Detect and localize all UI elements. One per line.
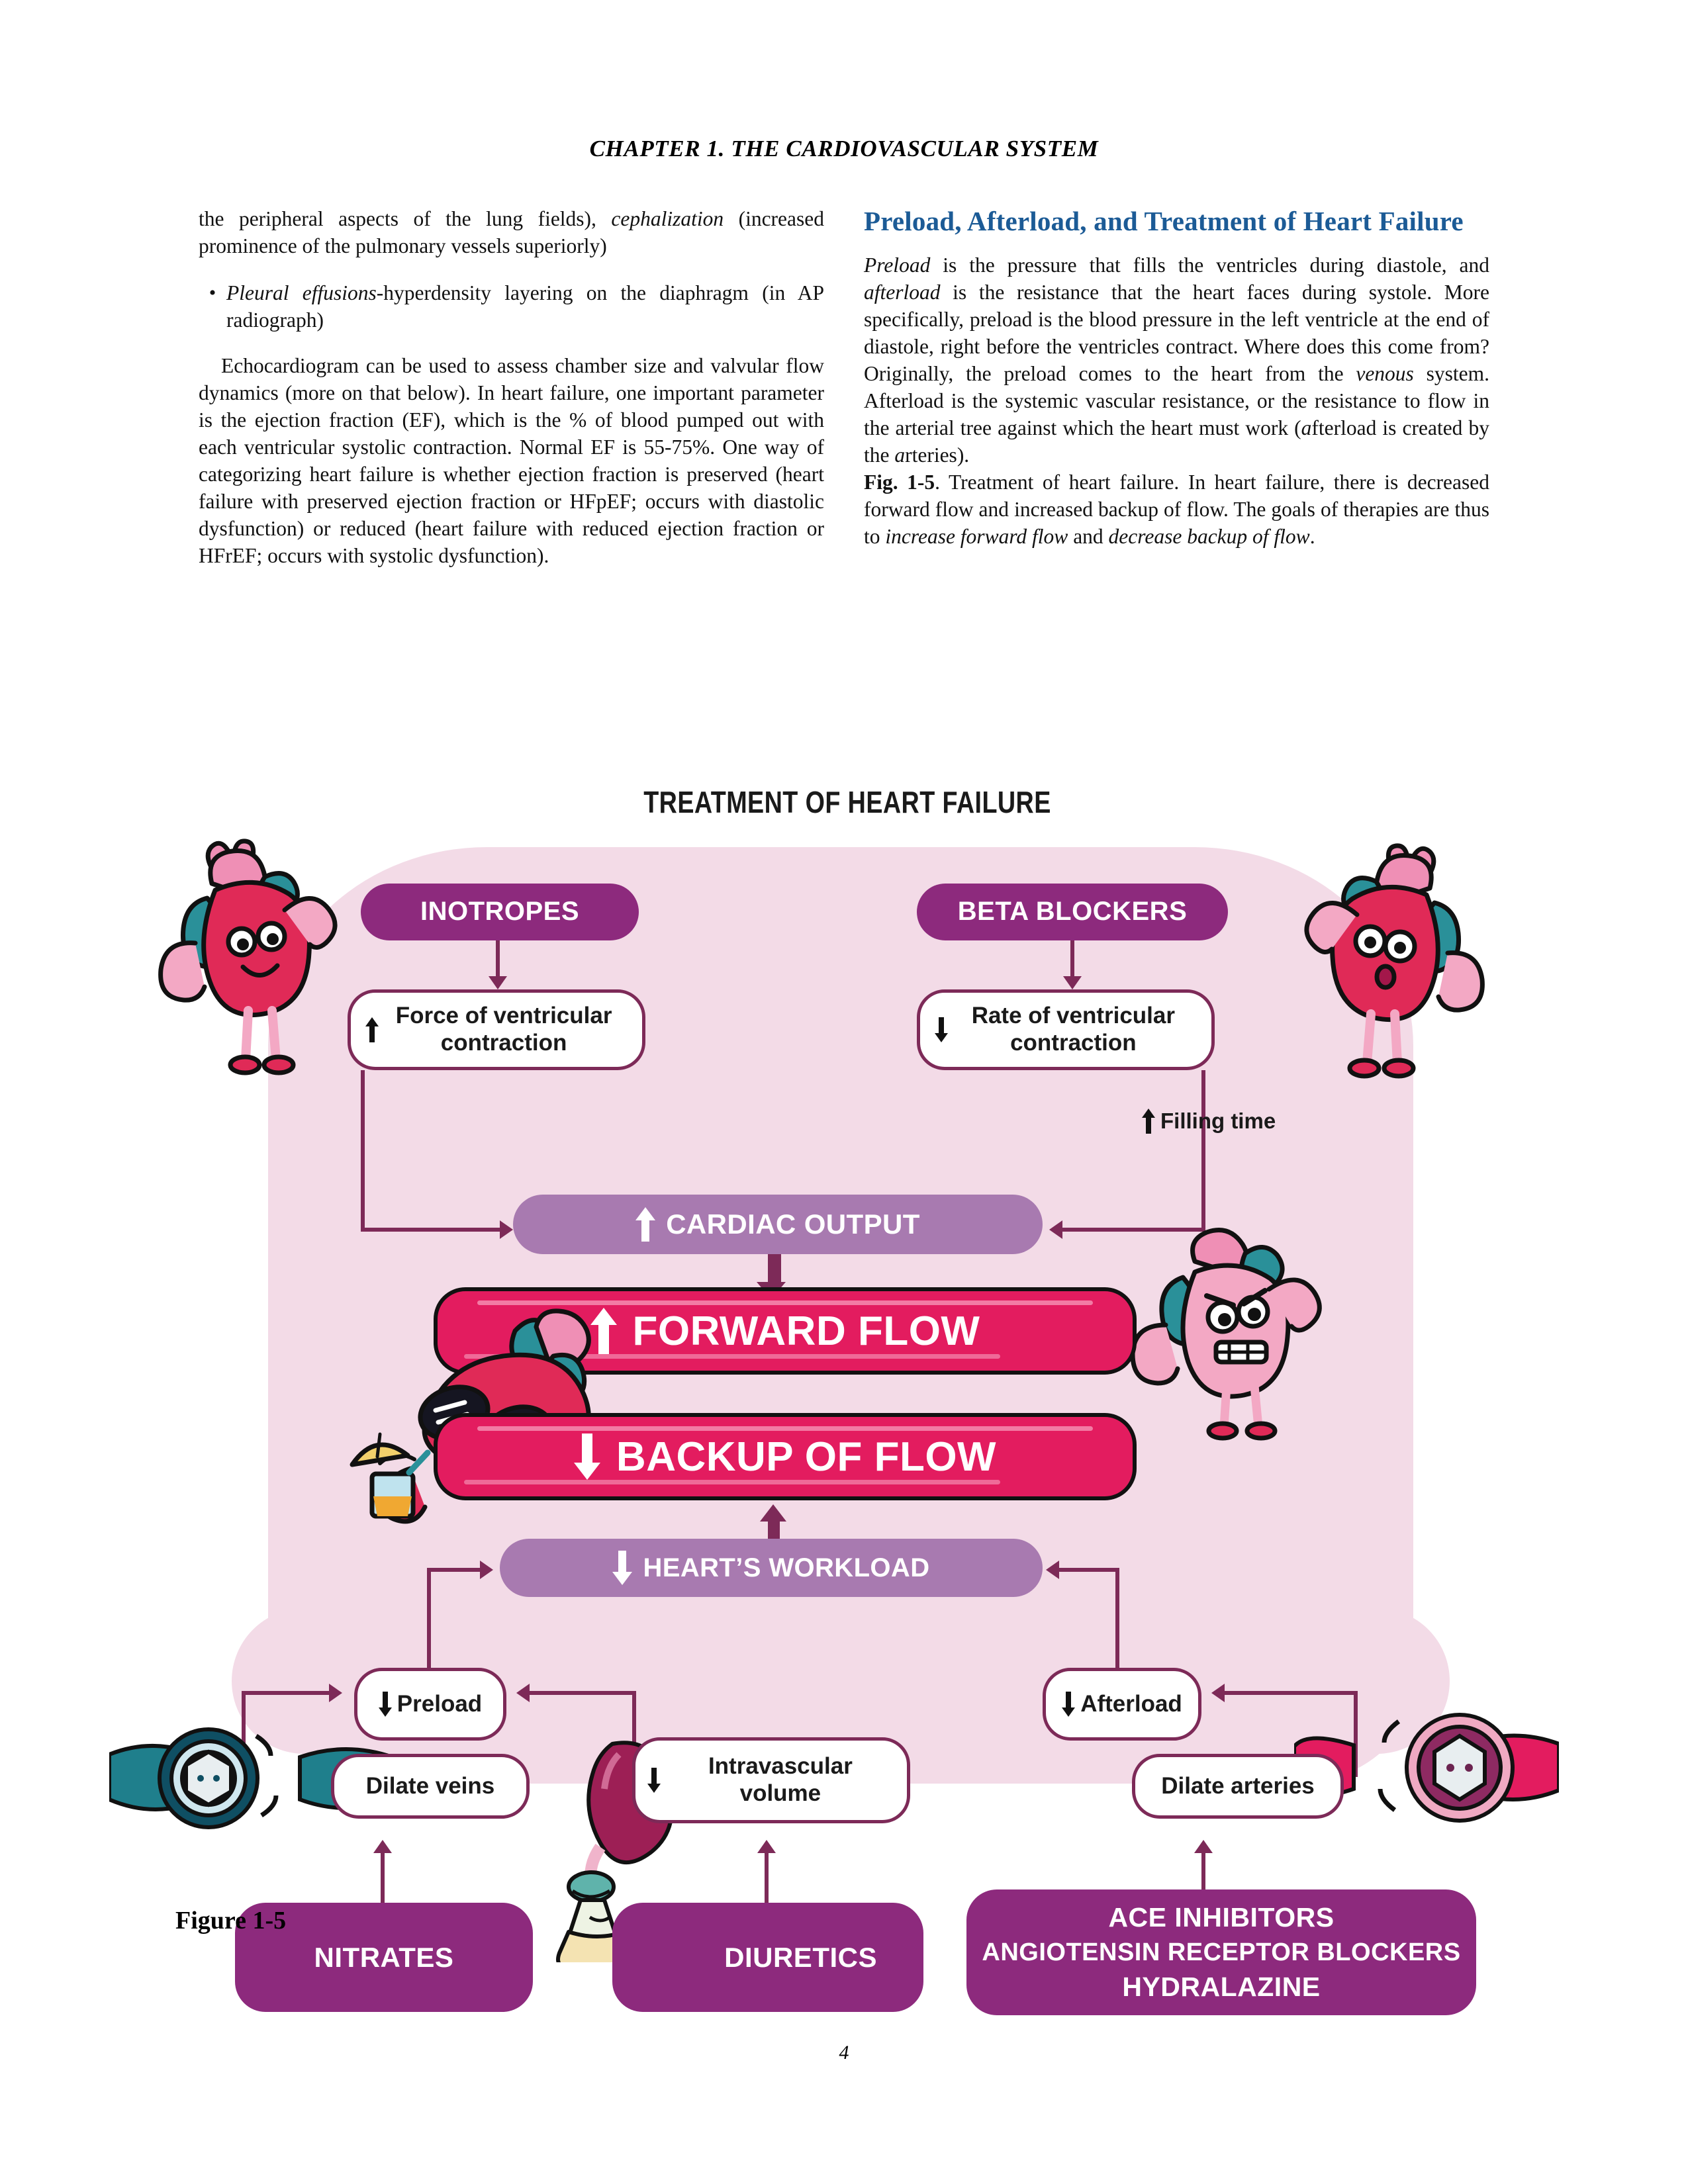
arrowhead-diuretics-to-volume — [757, 1840, 776, 1853]
connector-dilatearteries-left — [1225, 1691, 1357, 1695]
connector-inotropes-to-force — [496, 940, 500, 981]
flexing-heart-character-top-left — [149, 837, 374, 1089]
node-rate-of-ventricular-contraction[interactable] — [917, 989, 1215, 1070]
node-hearts-workload[interactable] — [500, 1539, 1043, 1597]
connector-force-right — [361, 1228, 506, 1232]
node-backup-of-flow[interactable] — [434, 1413, 1137, 1500]
bullet-italic-term: Pleural effusions — [226, 281, 377, 304]
up-arrow-icon-filling-time — [1142, 1109, 1155, 1134]
node-cardiac-output[interactable] — [513, 1195, 1043, 1254]
caption-italic-1: increase forward flow — [885, 525, 1068, 548]
node-diuretics[interactable]: DIURETICS — [612, 1903, 923, 2012]
figure-number-label: Figure 1-5 — [175, 1907, 287, 1934]
node-inotropes[interactable]: INOTROPES — [361, 884, 639, 940]
node-force-label: Force of ventricular contraction — [395, 1003, 612, 1056]
connector-nitrates-up — [381, 1853, 385, 1905]
right-column — [864, 205, 1489, 550]
connector-force-down — [361, 1070, 365, 1232]
arteries-a2: a — [894, 443, 906, 467]
page-number: 4 — [839, 2042, 849, 2064]
node-rate-label: Rate of ventricular contraction — [971, 1003, 1175, 1056]
left-para-2: Echocardiogram can be used to assess chamber size and valvular flow dynamics (more on that below). In heart failure, one important parameter is the ejection fraction (EF), which is the % of blood pumped out with each ventricular systolic contraction. Normal EF is 55-75%. One way of categorizing heart failure is whether ejection fraction is preserved (heart failure with preserved ejection fraction or HFpEF; occurs with diastolic dysfunction) or reduced (heart failure with reduced ejection fraction or HFrEF; occurs with systolic dysfunction). — [199, 354, 824, 567]
arrowhead-beta-to-rate — [1063, 976, 1082, 989]
node-intravascular-volume-label: Intravascular volume — [708, 1753, 853, 1806]
running-head: CHAPTER 1. THE CARDIOVASCULAR SYSTEM — [589, 136, 1099, 161]
diagram-title: TREATMENT OF HEART FAILURE — [643, 785, 1051, 819]
right-para-1-c: system. Afterload is the systemic vascular resistance, or the resistance to flow in the arterial tree against which the heart must work ( — [864, 362, 1489, 439]
arrowhead-dilatearteries-to-afterload — [1211, 1684, 1225, 1702]
caption-figure-number: Fig. 1-5 — [864, 471, 935, 494]
connector-preload-right — [427, 1568, 487, 1572]
arrowhead-nitrates-to-dilateveins — [373, 1840, 392, 1853]
left-column — [199, 205, 824, 569]
figure-caption — [864, 469, 1489, 550]
caption-text-1: . Treatment of heart failure. In heart failure, there is decreased forward flow and increased backup of flow. The goals of therapies are thus to — [864, 471, 1490, 548]
section-heading: Preload, Afterload, and Treatment of Heart Failure — [864, 206, 1464, 236]
node-filling-time-label: Filling time — [1160, 1109, 1276, 1133]
arrowhead-afterload-to-workload — [1046, 1561, 1059, 1579]
left-para-1-italic: cephalization — [611, 207, 724, 230]
node-cardiac-output-label: CARDIAC OUTPUT — [666, 1208, 920, 1240]
bullet-text — [226, 279, 824, 334]
down-arrow-icon-preload — [379, 1692, 392, 1717]
banner-sheen-top-forward — [477, 1300, 1093, 1305]
connector-afterload-left — [1059, 1568, 1119, 1572]
bullet-marker: • — [209, 282, 216, 304]
right-para-1-b: is the resistance that the heart faces during systole. More specifically, preload is the blood pressure in the left ventricle at the end of diastole, right before the ventricles contract. Where does this come from? Originally, the preload comes to the heart from the — [864, 281, 1489, 385]
connector-beta-to-rate — [1070, 940, 1074, 981]
afterload-term: afterload — [864, 281, 941, 304]
node-preload-label: Preload — [397, 1690, 483, 1717]
caption-italic-2: decrease backup of flow — [1108, 525, 1310, 548]
node-dilate-veins[interactable]: Dilate veins — [331, 1754, 530, 1819]
right-para-1 — [864, 251, 1489, 469]
down-arrow-icon-rate — [935, 1017, 945, 1042]
node-afterload[interactable] — [1043, 1668, 1201, 1741]
arrowhead-inotropes-to-force — [489, 976, 507, 989]
connector-dilateveins-right — [242, 1691, 334, 1695]
node-intravascular-volume[interactable] — [632, 1737, 910, 1823]
left-para-1 — [199, 205, 824, 259]
node-backup-flow-label: BACKUP OF FLOW — [616, 1433, 997, 1480]
arrowhead-rate-to-cardiac-output — [1049, 1220, 1062, 1239]
node-ace-line-2: ANGIOTENSIN RECEPTOR BLOCKERS — [982, 1938, 1461, 1966]
down-arrow-icon-backup-flow — [574, 1433, 600, 1480]
arrowhead-preload-to-workload — [480, 1561, 493, 1579]
down-arrow-icon-intravascular-volume — [647, 1768, 661, 1793]
caption-text-2: and — [1068, 525, 1109, 548]
down-arrow-icon-afterload — [1062, 1692, 1075, 1717]
node-nitrates[interactable]: NITRATES — [235, 1903, 533, 2012]
node-beta-blockers[interactable]: BETA BLOCKERS — [917, 884, 1228, 940]
connector-volume-left — [530, 1691, 635, 1695]
arrowhead-volume-to-preload — [516, 1684, 530, 1702]
arrowhead-dilateveins-to-preload — [329, 1684, 342, 1702]
arrowhead-force-to-cardiac-output — [500, 1220, 513, 1239]
down-arrow-icon-hearts-workload — [612, 1551, 632, 1585]
node-filling-time — [1142, 1109, 1276, 1134]
surprised-heart-character-top-right — [1294, 841, 1519, 1092]
pleural-effusions-bullet — [199, 279, 824, 334]
preload-term: Preload — [864, 253, 931, 277]
left-para-1-a: the peripheral aspects of the lung fields), — [199, 207, 612, 230]
venous-term: venous — [1356, 362, 1414, 385]
left-para-1-b: (increased prominence of the pulmonary vessels superiorly) — [199, 207, 824, 257]
arrowhead-workload-to-backup — [760, 1504, 786, 1522]
node-force-of-ventricular-contraction[interactable] — [348, 989, 645, 1070]
arrowhead-ace-to-dilatearteries — [1194, 1840, 1213, 1853]
node-afterload-label: Afterload — [1080, 1690, 1182, 1717]
node-ace-inhibitors-group[interactable] — [966, 1889, 1476, 2015]
muscular-heart-character-forward-flow — [1122, 1224, 1340, 1449]
node-forward-flow-label: FORWARD FLOW — [632, 1308, 980, 1354]
up-arrow-icon-force — [365, 1017, 375, 1042]
afterload-a1: a — [1301, 416, 1312, 439]
connector-rate-down — [1201, 1070, 1205, 1232]
node-hearts-workload-label: HEART’S WORKLOAD — [643, 1553, 930, 1582]
node-ace-line-3: HYDRALAZINE — [1122, 1972, 1321, 2003]
banner-sheen-top-backup — [477, 1426, 1093, 1431]
banner-sheen-bottom-backup — [464, 1480, 1000, 1484]
node-dilate-arteries[interactable]: Dilate arteries — [1132, 1754, 1344, 1819]
caption-text-3: . — [1309, 525, 1315, 548]
right-para-1-e: rteries). — [905, 443, 970, 467]
right-para-1-d: fterload is created by the — [864, 416, 1489, 467]
up-arrow-icon-cardiac-output — [635, 1207, 655, 1242]
node-ace-line-1: ACE INHIBITORS — [1108, 1902, 1335, 1933]
right-para-1-a: is the pressure that fills the ventricles during diastole, and — [930, 253, 1489, 277]
bullet-rest: -hyperdensity layering on the diaphragm (in AP radiograph) — [226, 281, 824, 332]
connector-diuretics-up — [765, 1853, 769, 1905]
